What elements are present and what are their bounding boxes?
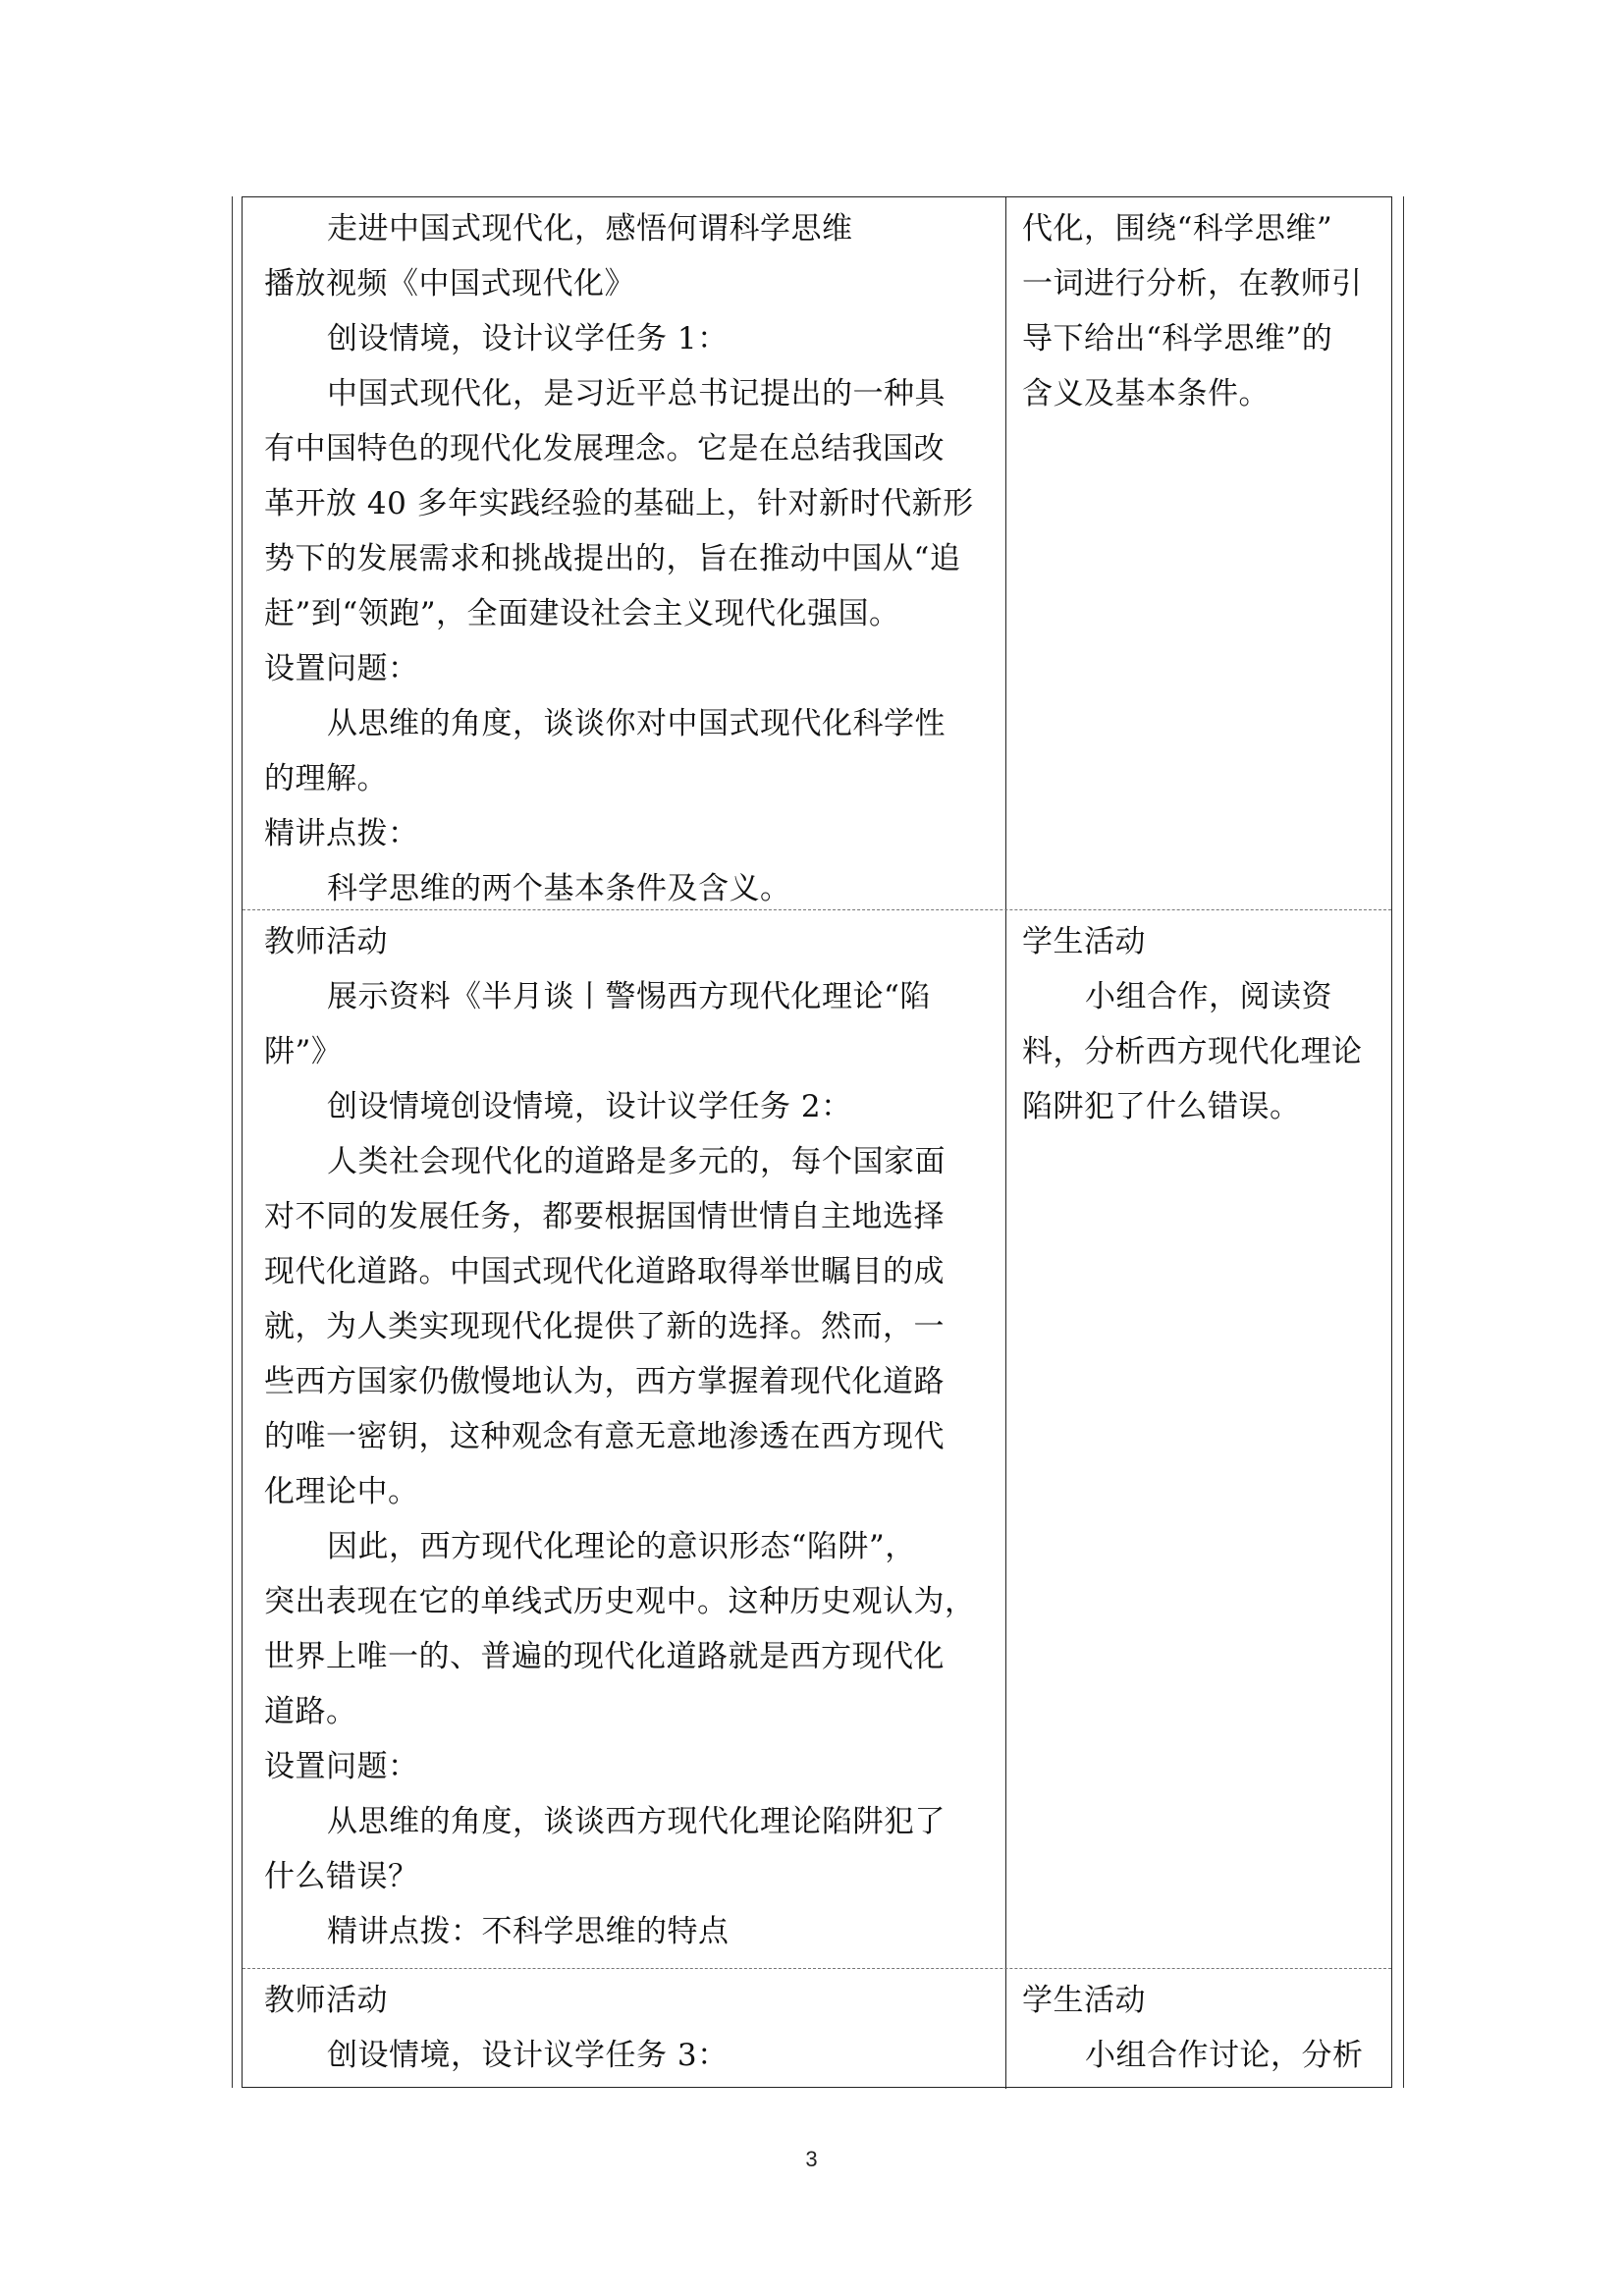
text-line: 突出表现在它的单线式历史观中。这种历史观认为，	[264, 1584, 976, 1619]
cell-heading: 教师活动	[264, 1983, 388, 2018]
text-line: 什么错误？	[264, 1859, 419, 1894]
text-line: 播放视频《中国式现代化》	[264, 266, 635, 301]
text-line: 代化，围绕“科学思维”	[1022, 211, 1333, 246]
text-line: 精讲点拨：	[264, 816, 419, 851]
section-heading: 走进中国式现代化，感悟何谓科学思维	[327, 211, 853, 246]
lesson-plan-table	[242, 196, 1392, 2088]
page-number: 3	[805, 2147, 818, 2171]
text-line: 从思维的角度，谈谈你对中国式现代化科学性	[327, 706, 946, 741]
text-line: 就，为人类实现现代化提供了新的选择。然而，一	[264, 1309, 945, 1344]
text-line: 化理论中。	[264, 1474, 419, 1509]
text-line: 的理解。	[264, 761, 388, 796]
text-line: 料，分析西方现代化理论	[1022, 1034, 1363, 1069]
text-line: 从思维的角度，谈谈西方现代化理论陷阱犯了	[327, 1804, 946, 1839]
text-line: 含义及基本条件。	[1022, 376, 1270, 411]
cell-heading: 学生活动	[1022, 1983, 1146, 2018]
text-line: 有中国特色的现代化发展理念。它是在总结我国改	[264, 431, 945, 466]
text-line: 小组合作讨论，分析	[1085, 2038, 1364, 2073]
student-activity-cell	[1006, 197, 1393, 909]
text-line: 阱”》	[264, 1034, 343, 1069]
student-activity-cell	[1006, 1969, 1393, 2089]
text-line: 创设情境，设计议学任务 1：	[327, 321, 729, 356]
text-line: 一词进行分析，在教师引	[1022, 266, 1363, 301]
teacher-activity-cell	[243, 910, 1005, 1968]
teacher-activity-cell	[243, 1969, 1005, 2089]
text-line: 科学思维的两个基本条件及含义。	[327, 871, 791, 906]
text-line: 陷阱犯了什么错误。	[1022, 1089, 1301, 1124]
text-line: 赶”到“领跑”，全面建设社会主义现代化强国。	[264, 596, 900, 631]
text-line: 设置问题：	[264, 651, 419, 686]
text-line: 道路。	[264, 1694, 357, 1729]
text-line: 世界上唯一的、普遍的现代化道路就是西方现代化	[264, 1639, 945, 1674]
student-activity-cell	[1006, 910, 1393, 1968]
text-line: 因此，西方现代化理论的意识形态“陷阱”，	[327, 1529, 916, 1564]
text-line: 导下给出“科学思维”的	[1022, 321, 1333, 356]
table-row-section-2	[243, 909, 1391, 1968]
text-line: 势下的发展需求和挑战提出的，旨在推动中国从“追	[264, 541, 961, 576]
cell-heading: 教师活动	[264, 924, 388, 959]
teacher-activity-cell	[243, 197, 1005, 909]
table-row-section-3	[243, 1968, 1391, 2089]
text-line: 些西方国家仍傲慢地认为，西方掌握着现代化道路	[264, 1364, 945, 1399]
text-line: 人类社会现代化的道路是多元的，每个国家面	[327, 1144, 946, 1179]
text-line: 创设情境创设情境，设计议学任务 2：	[327, 1089, 852, 1124]
cell-heading: 学生活动	[1022, 924, 1146, 959]
text-line: 的唯一密钥，这种观念有意无意地渗透在西方现代	[264, 1419, 945, 1454]
text-line: 创设情境，设计议学任务 3：	[327, 2038, 729, 2073]
text-line: 精讲点拨：不科学思维的特点	[327, 1914, 730, 1949]
text-line: 设置问题：	[264, 1749, 419, 1784]
text-line: 现代化道路。中国式现代化道路取得举世瞩目的成	[264, 1254, 945, 1289]
table-row-section-1	[243, 197, 1391, 909]
text-line: 革开放 40 多年实践经验的基础上，针对新时代新形	[264, 486, 974, 521]
text-line: 对不同的发展任务，都要根据国情世情自主地选择	[264, 1199, 945, 1234]
text-line: 中国式现代化，是习近平总书记提出的一种具	[327, 376, 946, 411]
text-line: 展示资料《半月谈丨警惕西方现代化理论“陷	[327, 979, 931, 1014]
text-line: 小组合作，阅读资	[1085, 979, 1332, 1014]
